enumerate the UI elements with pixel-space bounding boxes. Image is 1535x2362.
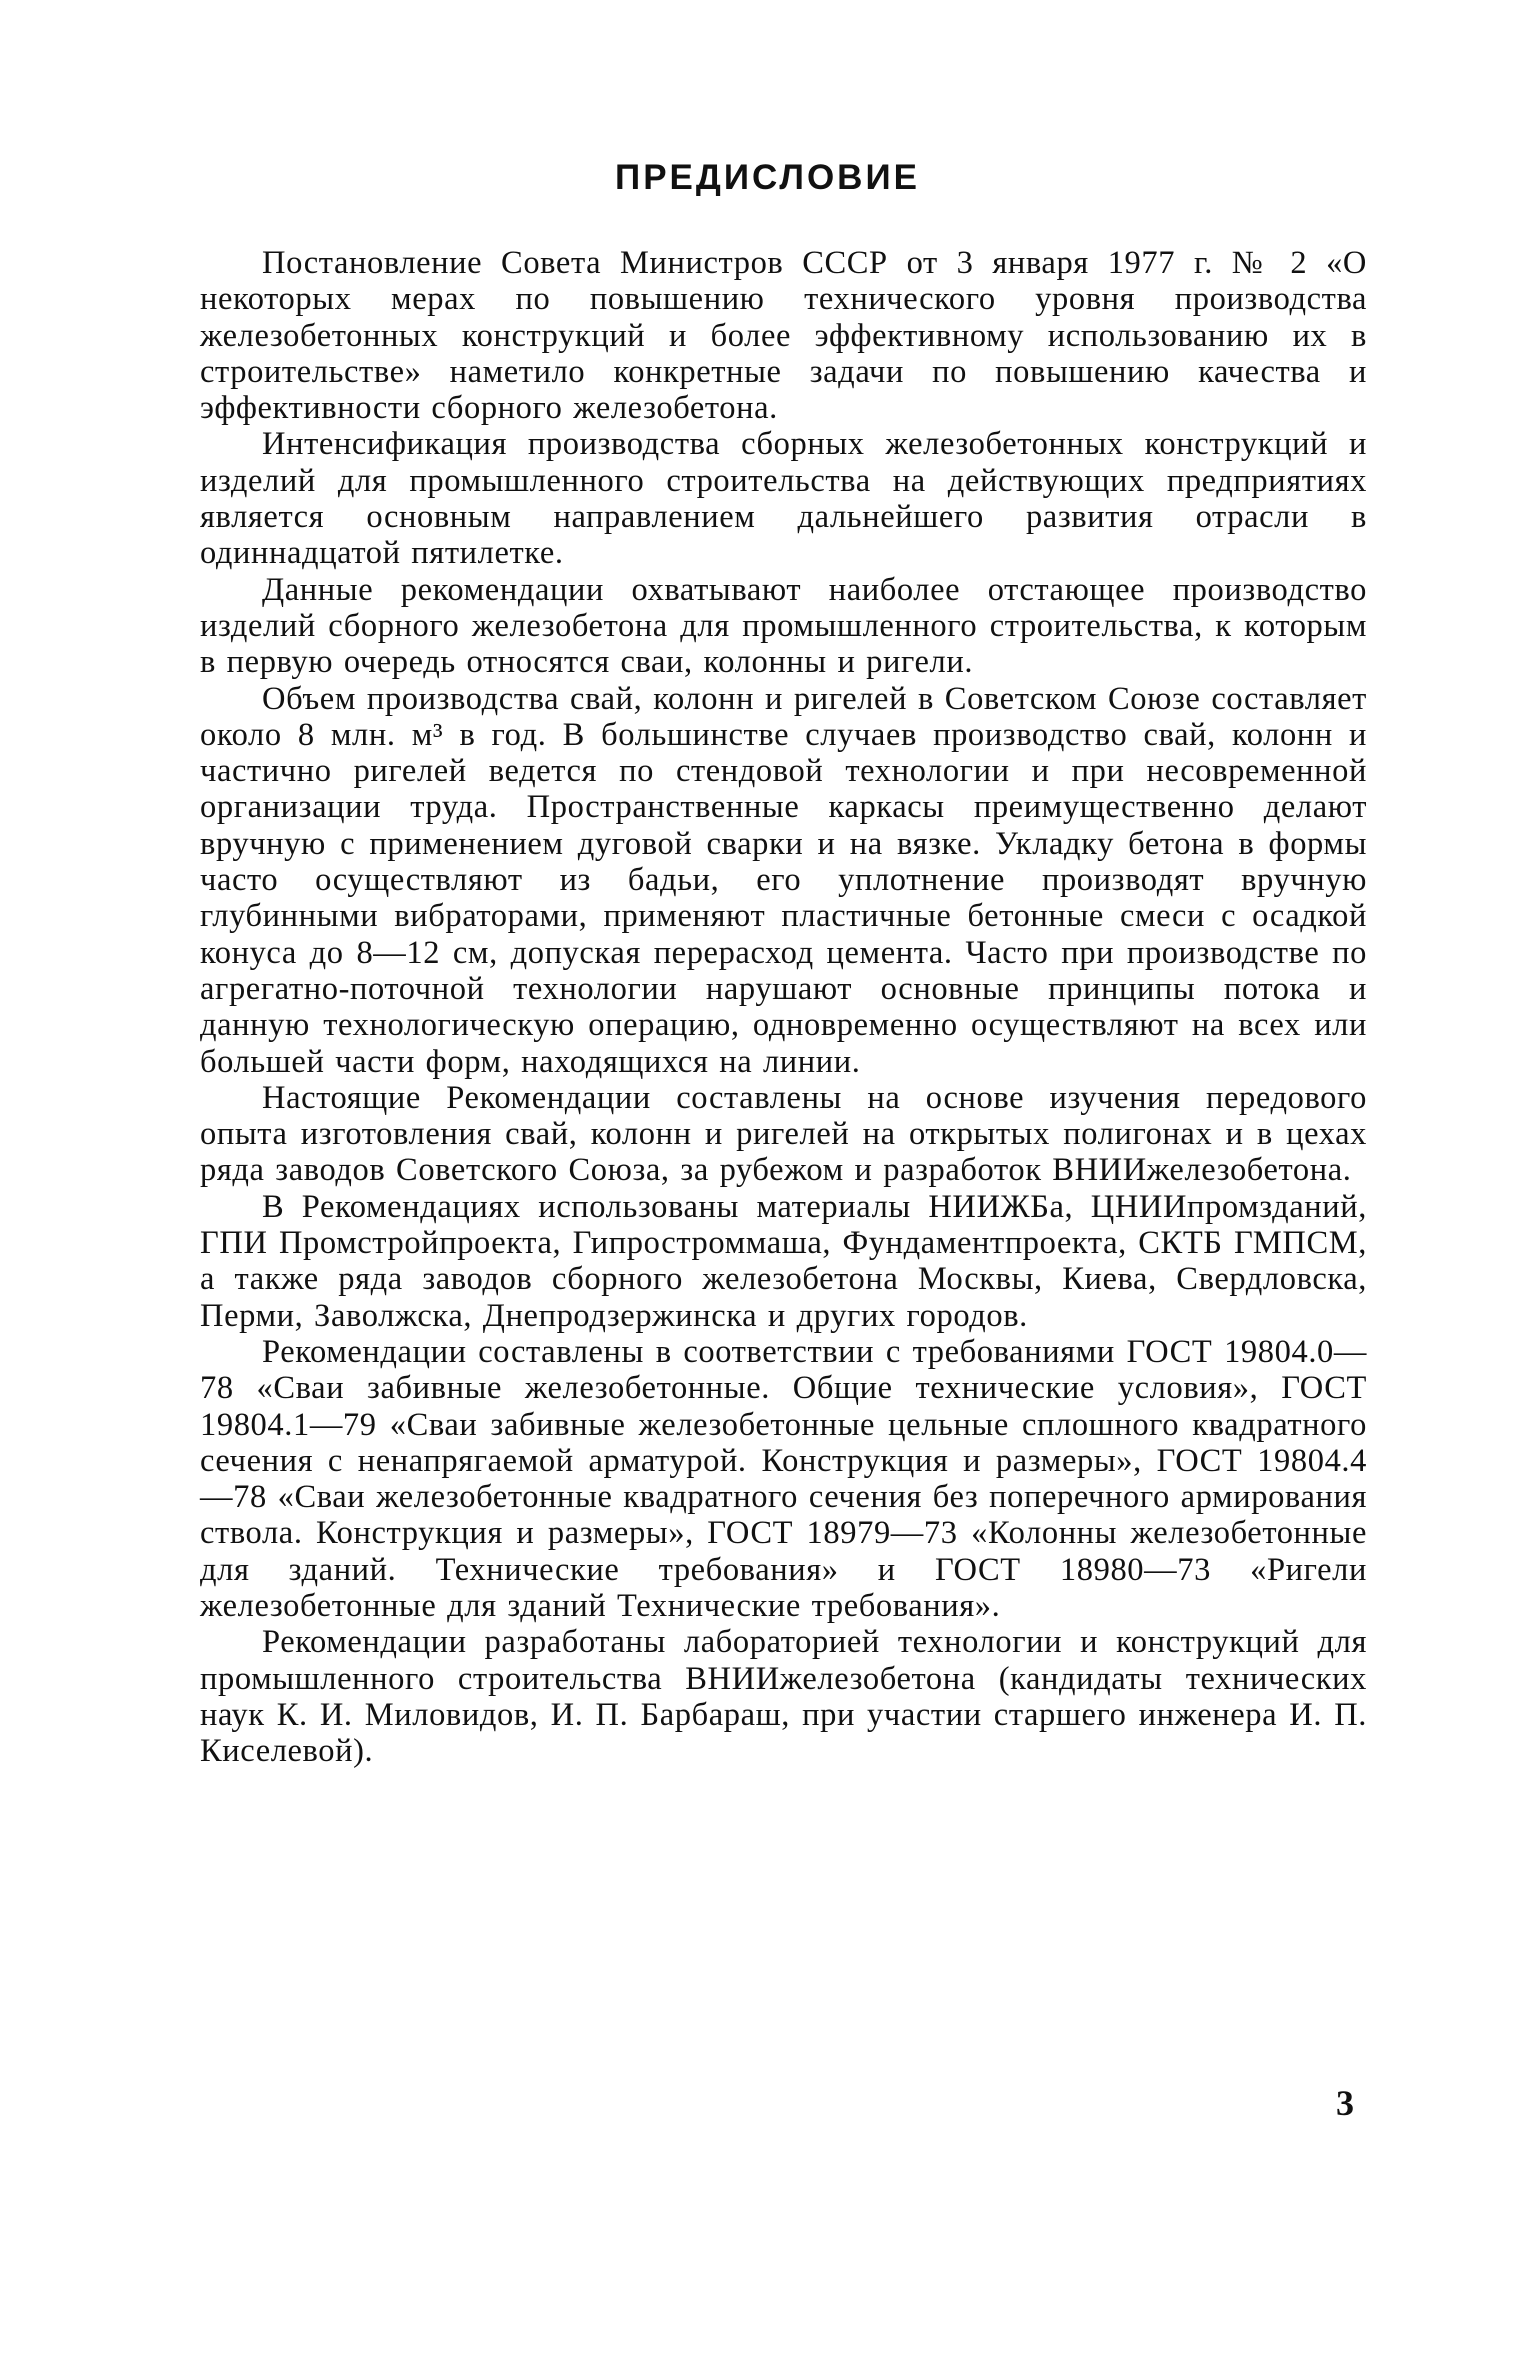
paragraph: Данные рекомендации охватывают наиболее отстающее производство изделий сборного железобетона для промышленного строительства, к которым в первую очередь относятся сваи, колонны и ригели. <box>200 571 1367 681</box>
page-number: 3 <box>1336 2083 1354 2123</box>
paragraph: Объем производства свай, колонн и ригелей в Советском Союзе составляет около 8 млн. м³ в год. В большинстве случаев производство свай, колонн и частично ригелей ведется по стендовой технологии и при несовременной организации труда. Пространственные каркасы преимущественно делают вручную с применением дуговой сварки и на вязке. Укладку бетона в формы часто осуществляют из бадьи, его уплотнение производят вручную глубинными вибраторами, применяют пластичные бетонные смеси с осадкой конуса до 8—12 см, допуская перерасход цемента. Часто при производстве по агрегатно-поточной технологии нарушают основные принципы потока и данную технологическую операцию, одновременно осуществляют на всех или большей части форм, находящихся на линии. <box>200 680 1367 1080</box>
paragraph: Настоящие Рекомендации составлены на основе изучения передового опыта изготовления свай, колонн и ригелей на открытых полигонах и в цехах ряда заводов Советского Союза, за рубежом и разработок ВНИИжелезобетона. <box>200 1079 1367 1189</box>
paragraph: Интенсификация производства сборных железобетонных конструкций и изделий для промышленного строительства на действующих предприятиях является основным направлением дальнейшего развития отрасли в одиннадцатой пятилетке. <box>200 426 1367 572</box>
paragraph: Постановление Совета Министров СССР от 3 января 1977 г. № 2 «О некоторых мерах по повышению технического уровня производства железобетонных конструкций и более эффективному использованию их в строительстве» наметило конкретные задачи по повышению качества и эффективности сборного железобетона. <box>200 245 1367 427</box>
page-heading: ПРЕДИСЛОВИЕ <box>615 158 920 197</box>
body-text <box>200 245 1367 1769</box>
paragraph: Рекомендации составлены в соответствии с требованиями ГОСТ 19804.0—78 «Сваи забивные железобетонные. Общие технические условия», ГОСТ 19804.1—79 «Сваи забивные железобетонные цельные сплошного квадратного сечения с ненапрягаемой арматурой. Конструкция и размеры», ГОСТ 19804.4—78 «Сваи железобетонные квадратного сечения без поперечного армирования ствола. Конструкция и размеры», ГОСТ 18979—73 «Колонны железобетонные для зданий. Технические требования» и ГОСТ 18980—73 «Ригели железобетонные для зданий Технические требования». <box>200 1333 1367 1624</box>
paragraph: В Рекомендациях использованы материалы НИИЖБа, ЦНИИпромзданий, ГПИ Промстройпроекта, Гипростроммаша, Фундаментпроекта, СКТБ ГМПСМ, а также ряда заводов сборного железобетона Москвы, Киева, Свердловска, Перми, Заволжска, Днепродзержинска и других городов. <box>200 1188 1367 1334</box>
paragraph: Рекомендации разработаны лабораторией технологии и конструкций для промышленного строительства ВНИИжелезобетона (кандидаты технических наук К. И. Миловидов, И. П. Барбараш, при участии старшего инженера И. П. Киселевой). <box>200 1624 1367 1770</box>
